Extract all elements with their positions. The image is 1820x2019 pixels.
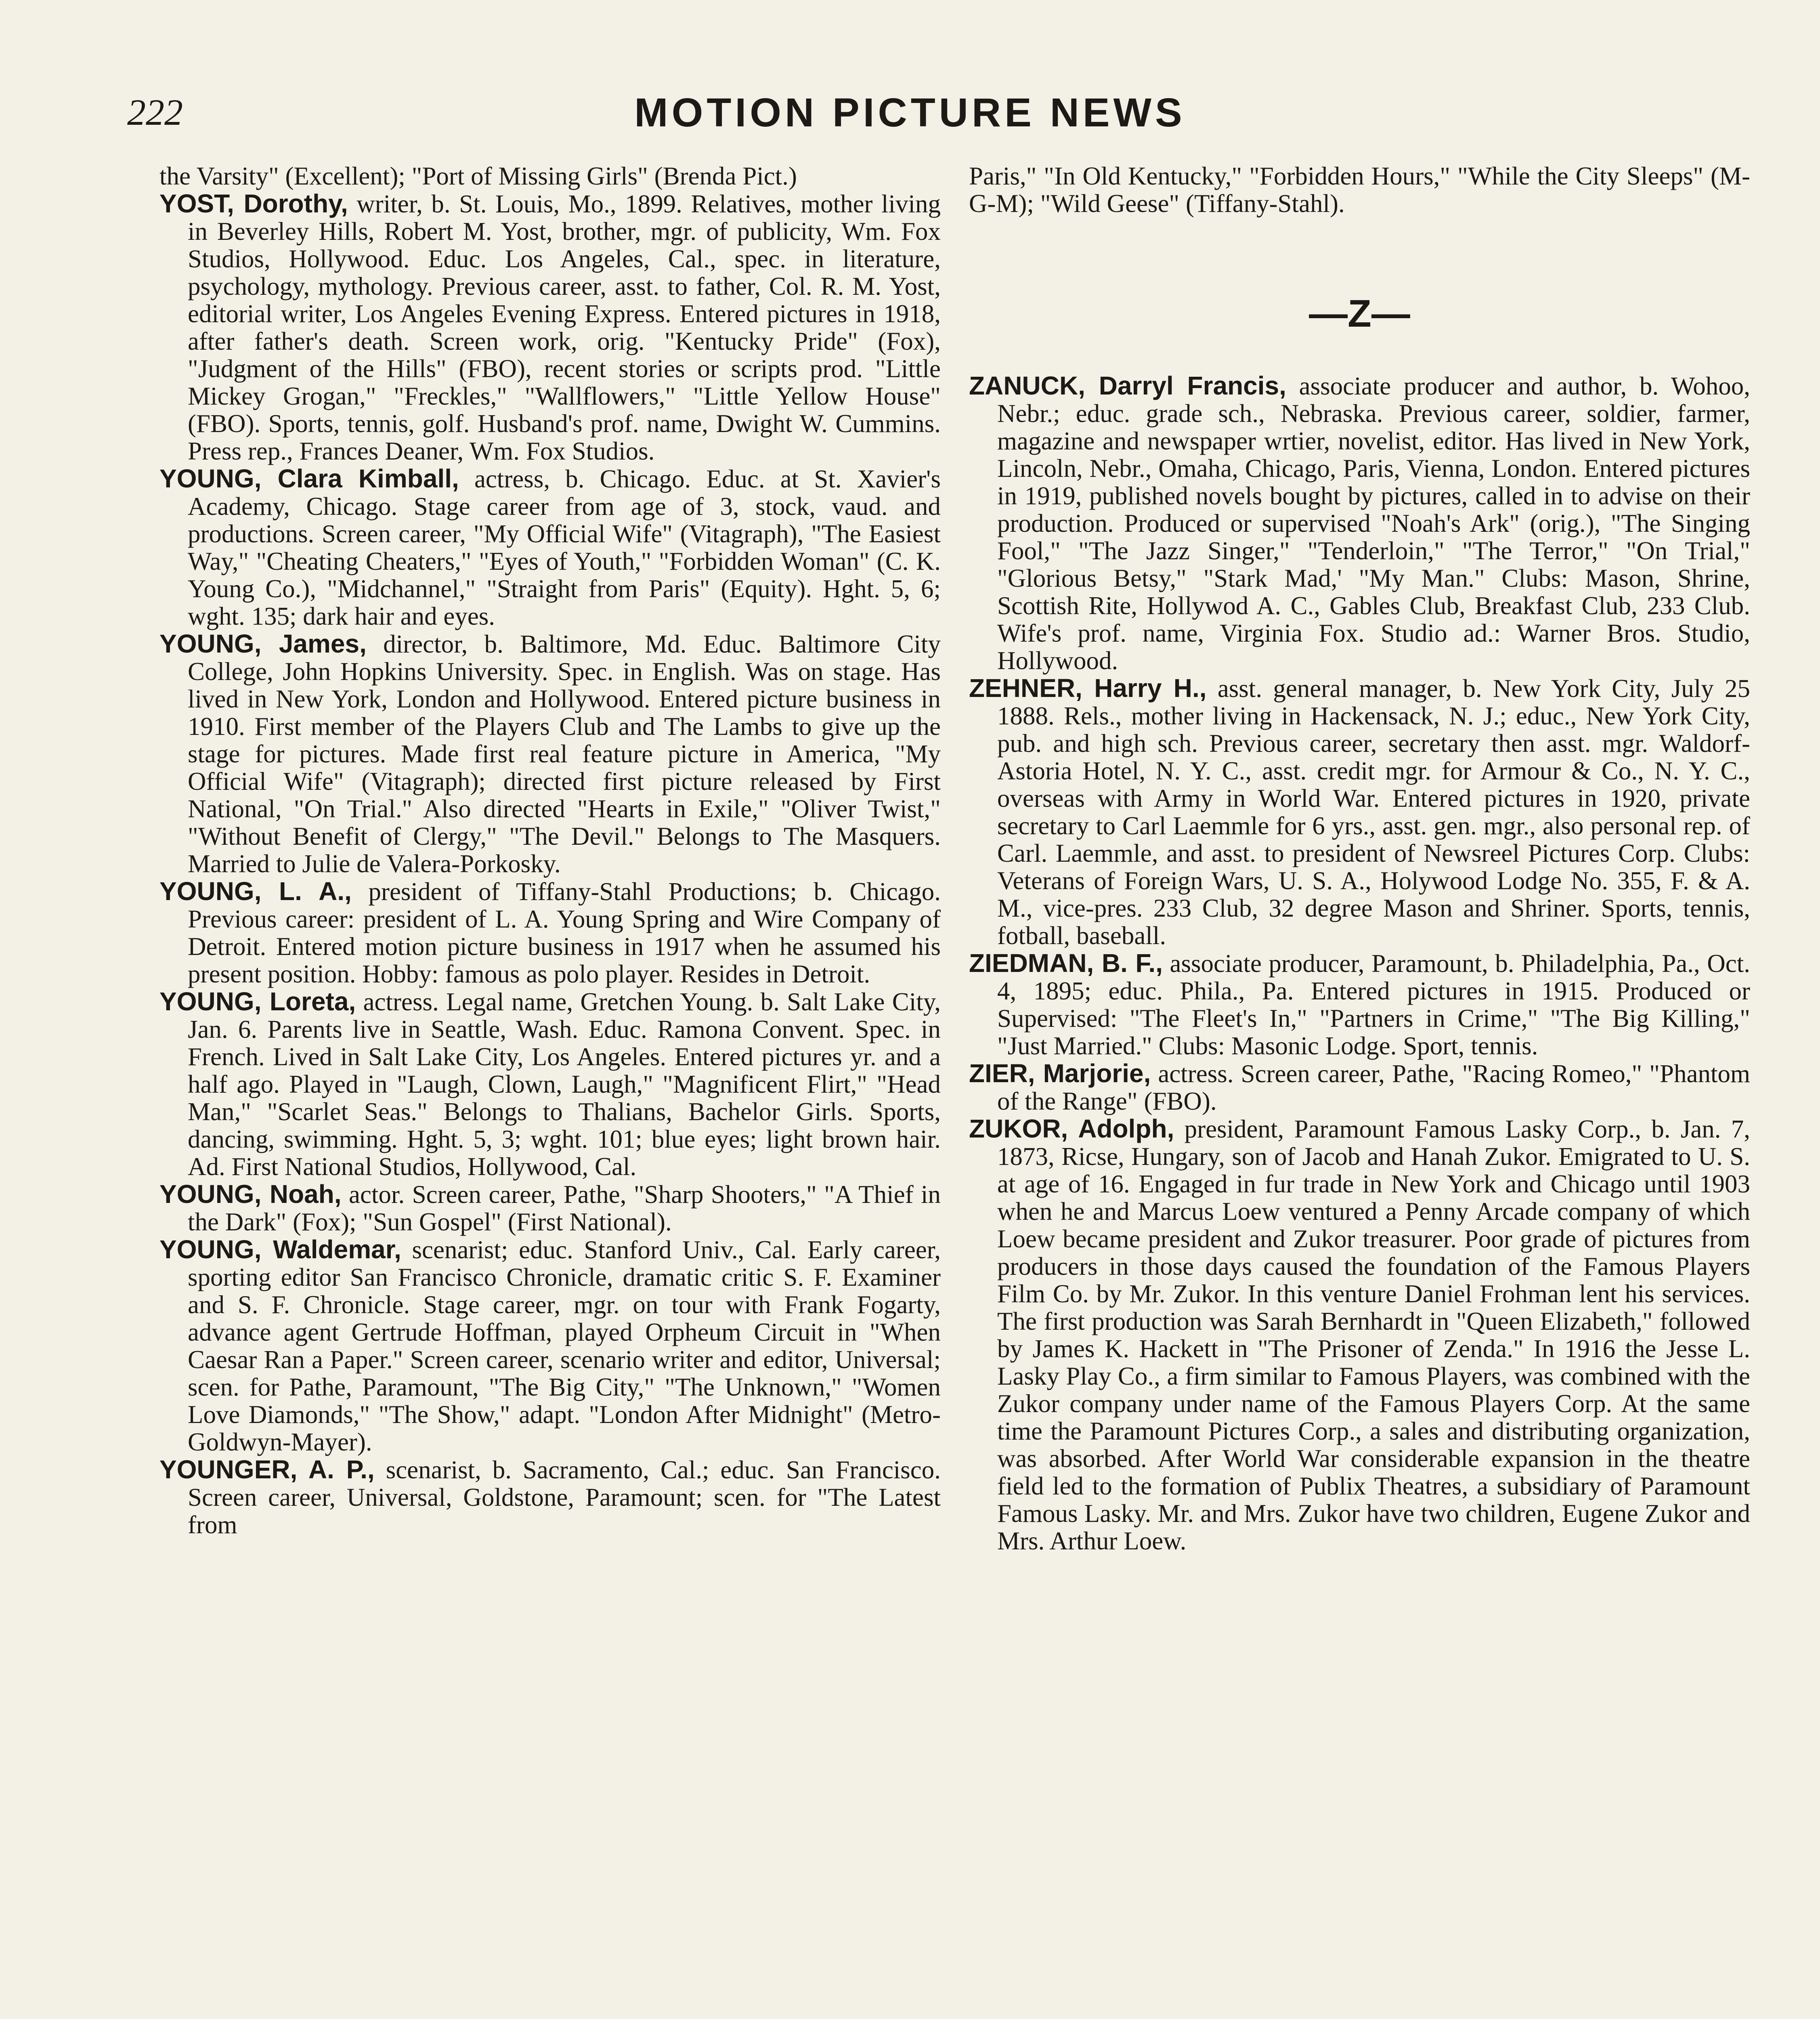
entry-name: YOUNG, James, <box>159 629 367 658</box>
entry-zanuck-darryl-francis <box>969 372 1750 674</box>
entry-text: actress, b. Chicago. Educ. at St. Xavier's Academy, Chicago. Stage career from age of 3, stock, vaud. and productions. Screen career, "My Official Wife" (Vitagraph), "The Easiest Way," "Cheating Cheaters," "Eyes of Youth," "Forbidden Woman" (C. K. Young Co.), "Midchannel," "Straight from Paris" (Equity). Hght. 5, 6; wght. 135; dark hair and eyes. <box>188 465 941 630</box>
entry-young-loreta <box>159 988 941 1180</box>
entry-text: scenarist; educ. Stanford Univ., Cal. Early career, sporting editor San Francisco Chronicle, dramatic critic S. F. Examiner and S. F. Chronicle. Stage career, mgr. on tour with Frank Fogarty, advance agent Gertrude Hoffman, played Orpheum Circuit in "When Caesar Ran a Paper." Screen career, scenario writer and editor, Universal; scen. for Pathe, Paramount, "The Big City," "The Unknown," "Women Love Diamonds," "The Show," adapt. "London After Midnight" (Metro-Goldwyn-Mayer). <box>188 1236 941 1456</box>
entry-young-noah <box>159 1180 941 1236</box>
entry-text: associate producer and author, b. Wohoo, Nebr.; educ. grade sch., Nebraska. Previous career, soldier, farmer, magazine and newspaper wrtier, novelist, editor. Has lived in New York, Lincoln, Nebr., Omaha, Chicago, Paris, Vienna, London. Entered pictures in 1919, published novels bought by pictures, called in to advise on their production. Produced or supervised "Noah's Ark" (orig.), "The Singing Fool," "The Jazz Singer," "Tenderloin," "The Terror," "On Trial," "Glorious Betsy," "Stark Mad,' "My Man." Clubs: Mason, Shrine, Scottish Rite, Hollywod A. C., Gables Club, Breakfast Club, 233 Club. Wife's prof. name, Virginia Fox. Studio ad.: Warner Bros. Studio, Hollywood. <box>997 372 1751 675</box>
entry-name: ZEHNER, Harry H., <box>969 674 1207 703</box>
entry-name: YOUNG, Waldemar, <box>159 1235 401 1264</box>
continuation-text: the Varsity" (Excellent); "Port of Missing Girls" (Brenda Pict.) <box>159 162 797 190</box>
page-number: 222 <box>127 92 183 133</box>
entry-text: asst. general manager, b. New York City, July 25 1888. Rels., mother living in Hackensack, N. J.; educ., New York City, pub. and high sch. Previous career, secretary then asst. mgr. Waldorf-Astoria Hotel, N. Y. C., asst. credit mgr. for Armour & Co., N. Y. C., overseas with Army in World War. Entered pictures in 1920, private secretary to Carl Laemmle for 6 yrs., asst. gen. mgr., also personal rep. of Carl. Laemmle, and asst. to president of Newsreel Pictures Corp. Clubs: Veterans of Foreign Wars, U. S. A., Holywood Lodge No. 355, F. & A. M., vice-pres. 233 Club, 32 degree Mason and Shriner. Sports, tennis, fotball, baseball. <box>997 674 1751 950</box>
entry-name: YOUNG, L. A., <box>159 877 352 906</box>
entry-young-clara-kimball <box>159 465 941 630</box>
continuation-text: Paris," "In Old Kentucky," "Forbidden Hours," "While the City Sleeps" (M-G-M); "Wild Geese" (Tiffany-Stahl). <box>969 162 1750 218</box>
entry-name: ZUKOR, Adolph, <box>969 1114 1174 1143</box>
entry-name: YOUNG, Noah, <box>159 1179 342 1209</box>
entry-text: actress. Screen career, Pathe, "Racing Romeo," "Phantom of the Range" (FBO). <box>997 1060 1750 1115</box>
right-column <box>969 162 1750 1555</box>
entry-text: director, b. Baltimore, Md. Educ. Baltimore City College, John Hopkins University. Spec. in English. Was on stage. Has lived in New York, London and Hollywood. Entered picture business in 1910. First member of the Players Club and The Lambs to give up the stage for pictures. Made first real feature picture in America, "My Official Wife" (Vitagraph); directed first picture released by First National, "On Trial." Also directed "Hearts in Exile," "Oliver Twist," "Without Benefit of Clergy," "The Devil." Belongs to The Masquers. Married to Julie de Valera-Porkosky. <box>188 630 941 878</box>
entry-young-l-a <box>159 877 941 988</box>
entry-name: YOUNG, Clara Kimball, <box>159 464 459 493</box>
entry-name: YOUNGER, A. P., <box>159 1455 375 1484</box>
entry-name: ZIEDMAN, B. F., <box>969 949 1163 978</box>
entry-young-james <box>159 630 941 877</box>
entry-name: YOUNG, Loreta, <box>159 987 356 1016</box>
entry-ziedman-b-f <box>969 949 1750 1060</box>
entry-text: actress. Legal name, Gretchen Young. b. Salt Lake City, Jan. 6. Parents live in Seattle, Wash. Educ. Ramona Convent. Spec. in French. Lived in Salt Lake City, Los Angeles. Entered pictures yr. and a half ago. Played in "Laugh, Clown, Laugh," "Magnificent Flirt," "Head Man," "Scarlet Seas." Belongs to Thalians, Bachelor Girls. Sports, dancing, swimming. Hght. 5, 3; wght. 101; blue eyes; light brown hair. Ad. First National Studios, Hollywood, Cal. <box>188 988 941 1181</box>
entry-text: associate producer, Paramount, b. Philadelphia, Pa., Oct. 4, 1895; educ. Phila., Pa. Entered pictures in 1915. Produced or Supervised: "The Fleet's In," "Partners in Crime," "The Big Killing," "Just Married." Clubs: Masonic Lodge. Sport, tennis. <box>997 949 1751 1060</box>
page-title: MOTION PICTURE NEWS <box>634 90 1186 135</box>
entry-zukor-adolph <box>969 1115 1750 1555</box>
entry-zier-marjorie <box>969 1060 1750 1115</box>
entry-yost-dorothy <box>159 190 941 465</box>
entry-text: president of Tiffany-Stahl Productions; b. Chicago. Previous career: president of L. A. Young Spring and Wire Company of Detroit. Entered motion picture business in 1917 when he assumed his present position. Hobby: famous as polo player. Resides in Detroit. <box>188 877 941 988</box>
entry-text: actor. Screen career, Pathe, "Sharp Shooters," "A Thief in the Dark" (Fox); "Sun Gospel" (First National). <box>188 1180 941 1236</box>
entry-name: ZIER, Marjorie, <box>969 1059 1151 1088</box>
left-column <box>159 162 941 1538</box>
entry-text: scenarist, b. Sacramento, Cal.; educ. San Francisco. Screen career, Universal, Goldstone, Paramount; scen. for "The Latest from <box>188 1456 941 1539</box>
entry-zehner-harry <box>969 674 1750 949</box>
section-letter-z: —Z— <box>1309 292 1410 335</box>
entry-text: writer, b. St. Louis, Mo., 1899. Relatives, mother living in Beverley Hills, Robert M. Yost, brother, mgr. of publicity, Wm. Fox Studios, Hollywood. Educ. Los Angeles, Cal., spec. in literature, psychology, mythology. Previous career, asst. to father, Col. R. M. Yost, editorial writer, Los Angeles Evening Express. Entered pictures in 1918, after father's death. Screen work, orig. "Kentucky Pride" (Fox), "Judgment of the Hills" (FBO), recent stories or scripts prod. "Little Mickey Grogan," "Freckles," "Wallflowers," "Little Yellow House" (FBO). Sports, tennis, golf. Husband's prof. name, Dwight W. Cummins. Press rep., Frances Deaner, Wm. Fox Studios. <box>188 190 941 465</box>
entry-younger-a-p <box>159 1456 941 1538</box>
entry-name: YOST, Dorothy, <box>159 189 348 218</box>
entry-name: ZANUCK, Darryl Francis, <box>969 371 1286 400</box>
entry-young-waldemar <box>159 1236 941 1456</box>
entry-text: president, Paramount Famous Lasky Corp., b. Jan. 7, 1873, Ricse, Hungary, son of Jacob and Hanah Zukor. Emigrated to U. S. at age of 16. Engaged in fur trade in New York and Chicago until 1903 when he and Marcus Loew ventured a Penny Arcade company of which Loew became president and Zukor treasurer. Poor grade of pictures from producers in those days caused the foundation of the Famous Players Film Co. by Mr. Zukor. In this venture Daniel Frohman lent his services. The first production was Sarah Bernhardt in "Queen Elizabeth," followed by James K. Hackett in "The Prisoner of Zenda." In 1916 the Jesse L. Lasky Play Co., a firm similar to Famous Players, was combined with the Zukor company under name of the Famous Players Corp. At the same time the Paramount Pictures Corp., a sales and distributing organization, was absorbed. After World War considerable expansion in the theatre field led to the formation of Publix Theatres, a subsidiary of Paramount Famous Lasky. Mr. and Mrs. Zukor have two children, Eugene Zukor and Mrs. Arthur Loew. <box>997 1115 1751 1555</box>
